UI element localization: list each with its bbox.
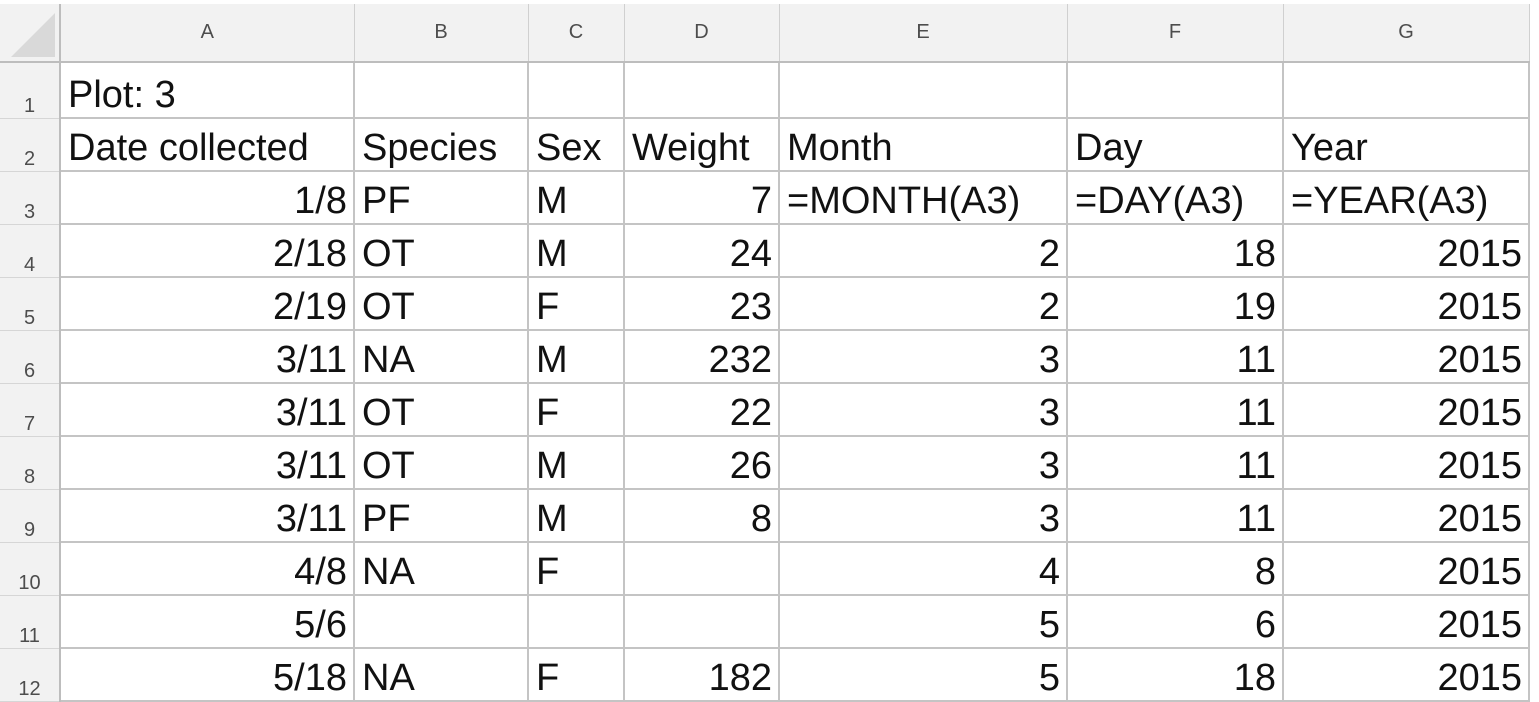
cell-g5[interactable]: 2015 — [1283, 277, 1529, 330]
row-header-8[interactable]: 8 — [0, 436, 60, 489]
table-row — [0, 489, 1529, 542]
cell-g3[interactable]: =YEAR(A3) — [1283, 171, 1529, 224]
cell-g6[interactable]: 2015 — [1283, 330, 1529, 383]
cell-e5[interactable]: 2 — [779, 277, 1067, 330]
cell-b1[interactable] — [354, 62, 528, 118]
cell-c10[interactable]: F — [528, 542, 624, 595]
cell-c6[interactable]: M — [528, 330, 624, 383]
table-row — [0, 383, 1529, 436]
cell-g7[interactable]: 2015 — [1283, 383, 1529, 436]
row-header-12[interactable]: 12 — [0, 648, 60, 701]
cell-e7[interactable]: 3 — [779, 383, 1067, 436]
cell-e9[interactable]: 3 — [779, 489, 1067, 542]
cell-f11[interactable]: 6 — [1067, 595, 1283, 648]
cell-f6[interactable]: 11 — [1067, 330, 1283, 383]
cell-a8[interactable]: 3/11 — [60, 436, 354, 489]
cell-g8[interactable]: 2015 — [1283, 436, 1529, 489]
column-header-g[interactable]: G — [1283, 4, 1529, 62]
cell-e4[interactable]: 2 — [779, 224, 1067, 277]
cell-a9[interactable]: 3/11 — [60, 489, 354, 542]
cell-a6[interactable]: 3/11 — [60, 330, 354, 383]
cell-e2[interactable]: Month — [779, 118, 1067, 171]
column-header-f[interactable]: F — [1067, 4, 1283, 62]
cell-g2[interactable]: Year — [1283, 118, 1529, 171]
row-header-3[interactable]: 3 — [0, 171, 60, 224]
cell-c9[interactable]: M — [528, 489, 624, 542]
cell-g9[interactable]: 2015 — [1283, 489, 1529, 542]
cell-a2[interactable]: Date collected — [60, 118, 354, 171]
cell-b6[interactable]: NA — [354, 330, 528, 383]
column-header-d[interactable]: D — [624, 4, 779, 62]
table-row — [0, 542, 1529, 595]
cell-d1[interactable] — [624, 62, 779, 118]
cell-d3[interactable]: 7 — [624, 171, 779, 224]
cell-f10[interactable]: 8 — [1067, 542, 1283, 595]
cell-e3[interactable]: =MONTH(A3) — [779, 171, 1067, 224]
column-header-c[interactable]: C — [528, 4, 624, 62]
spreadsheet-grid — [0, 4, 1530, 702]
row-header-9[interactable]: 9 — [0, 489, 60, 542]
cell-g11[interactable]: 2015 — [1283, 595, 1529, 648]
cell-f3[interactable]: =DAY(A3) — [1067, 171, 1283, 224]
cell-f5[interactable]: 19 — [1067, 277, 1283, 330]
cell-c12[interactable]: F — [528, 648, 624, 701]
cell-b10[interactable]: NA — [354, 542, 528, 595]
cell-a1[interactable]: Plot: 3 — [60, 62, 354, 118]
cell-e12[interactable]: 5 — [779, 648, 1067, 701]
cell-f8[interactable]: 11 — [1067, 436, 1283, 489]
cell-c7[interactable]: F — [528, 383, 624, 436]
cell-d4[interactable]: 24 — [624, 224, 779, 277]
cell-g1[interactable] — [1283, 62, 1529, 118]
row-header-11[interactable]: 11 — [0, 595, 60, 648]
cell-d11[interactable] — [624, 595, 779, 648]
cell-d12[interactable]: 182 — [624, 648, 779, 701]
cell-b3[interactable]: PF — [354, 171, 528, 224]
cell-d10[interactable] — [624, 542, 779, 595]
row-header-6[interactable]: 6 — [0, 330, 60, 383]
cell-g10[interactable]: 2015 — [1283, 542, 1529, 595]
cell-d9[interactable]: 8 — [624, 489, 779, 542]
table-row — [0, 62, 1529, 118]
table-row — [0, 277, 1529, 330]
cell-d7[interactable]: 22 — [624, 383, 779, 436]
cell-b11[interactable] — [354, 595, 528, 648]
cell-a11[interactable]: 5/6 — [60, 595, 354, 648]
cell-c5[interactable]: F — [528, 277, 624, 330]
cell-e1[interactable] — [779, 62, 1067, 118]
cell-d5[interactable]: 23 — [624, 277, 779, 330]
table-row — [0, 595, 1529, 648]
cell-f2[interactable]: Day — [1067, 118, 1283, 171]
cell-c2[interactable]: Sex — [528, 118, 624, 171]
cell-b9[interactable]: PF — [354, 489, 528, 542]
cell-a10[interactable]: 4/8 — [60, 542, 354, 595]
table-row — [0, 118, 1529, 171]
cell-d2[interactable]: Weight — [624, 118, 779, 171]
table-row — [0, 648, 1529, 701]
cell-a5[interactable]: 2/19 — [60, 277, 354, 330]
cell-a4[interactable]: 2/18 — [60, 224, 354, 277]
cell-f12[interactable]: 18 — [1067, 648, 1283, 701]
row-header-7[interactable]: 7 — [0, 383, 60, 436]
row-header-2[interactable]: 2 — [0, 118, 60, 171]
cell-b7[interactable]: OT — [354, 383, 528, 436]
cell-e10[interactable]: 4 — [779, 542, 1067, 595]
select-all-corner[interactable] — [0, 4, 60, 62]
cell-b12[interactable]: NA — [354, 648, 528, 701]
column-header-row — [0, 4, 1529, 62]
cell-e11[interactable]: 5 — [779, 595, 1067, 648]
table-row — [0, 436, 1529, 489]
row-header-5[interactable]: 5 — [0, 277, 60, 330]
cell-b5[interactable]: OT — [354, 277, 528, 330]
table-row — [0, 330, 1529, 383]
cell-c8[interactable]: M — [528, 436, 624, 489]
cell-b8[interactable]: OT — [354, 436, 528, 489]
cell-f4[interactable]: 18 — [1067, 224, 1283, 277]
cell-c11[interactable] — [528, 595, 624, 648]
row-header-1[interactable]: 1 — [0, 62, 60, 118]
table-row — [0, 224, 1529, 277]
cell-f9[interactable]: 11 — [1067, 489, 1283, 542]
cell-g4[interactable]: 2015 — [1283, 224, 1529, 277]
cell-a7[interactable]: 3/11 — [60, 383, 354, 436]
cell-b4[interactable]: OT — [354, 224, 528, 277]
cell-c4[interactable]: M — [528, 224, 624, 277]
cell-d6[interactable]: 232 — [624, 330, 779, 383]
cell-a12[interactable]: 5/18 — [60, 648, 354, 701]
cell-e6[interactable]: 3 — [779, 330, 1067, 383]
grid-body — [0, 62, 1529, 701]
cell-f7[interactable]: 11 — [1067, 383, 1283, 436]
cell-g12[interactable]: 2015 — [1283, 648, 1529, 701]
cell-b2[interactable]: Species — [354, 118, 528, 171]
cell-d8[interactable]: 26 — [624, 436, 779, 489]
cell-e8[interactable]: 3 — [779, 436, 1067, 489]
column-header-a[interactable]: A — [60, 4, 354, 62]
cell-a3[interactable]: 1/8 — [60, 171, 354, 224]
cell-c3[interactable]: M — [528, 171, 624, 224]
cell-c1[interactable] — [528, 62, 624, 118]
cell-f1[interactable] — [1067, 62, 1283, 118]
select-all-triangle-icon — [11, 13, 55, 57]
column-header-b[interactable]: B — [354, 4, 528, 62]
row-header-10[interactable]: 10 — [0, 542, 60, 595]
row-header-4[interactable]: 4 — [0, 224, 60, 277]
table-row — [0, 171, 1529, 224]
column-header-e[interactable]: E — [779, 4, 1067, 62]
